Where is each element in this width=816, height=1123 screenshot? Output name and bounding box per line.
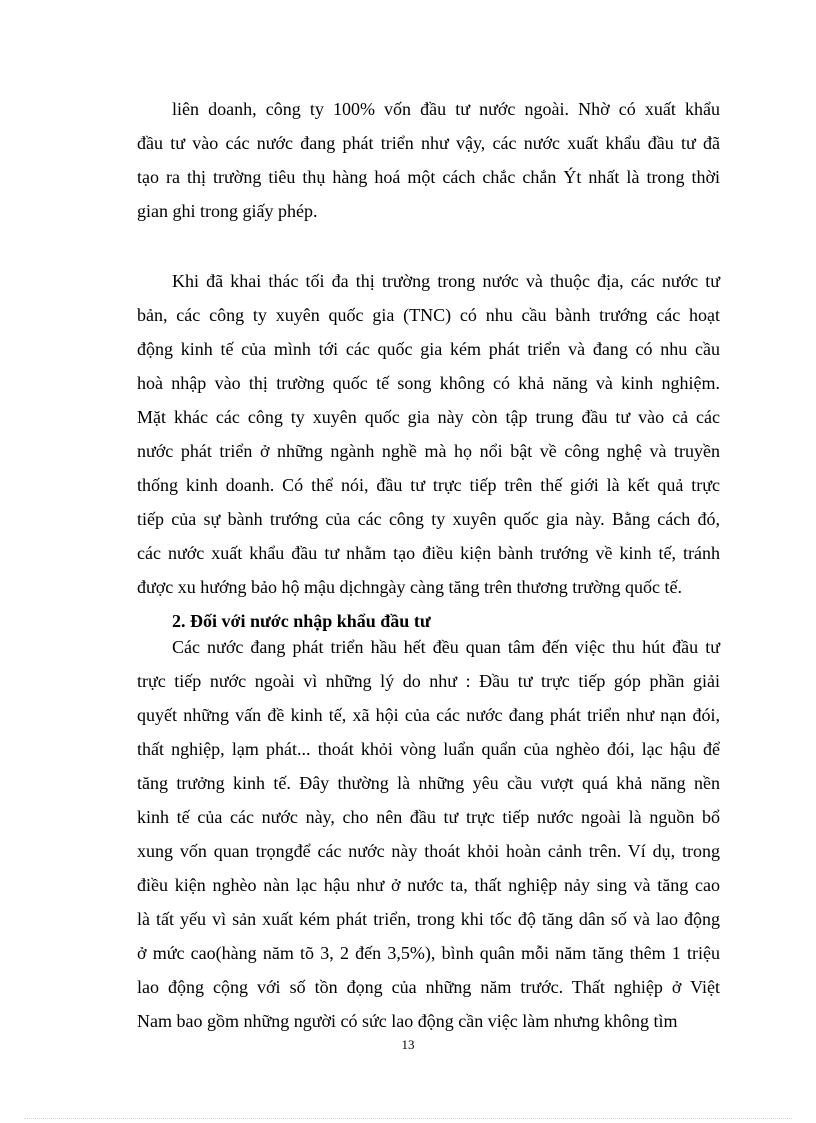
text-line: ở mức cao(hàng năm tõ 3, 2 đến 3,5%), bình quân mỗi năm tăng thêm 1 triệu — [137, 943, 720, 963]
text-line: được xu hướng bảo hộ mậu dịchngày càng tăng trên thương trường quốc tế. — [137, 577, 682, 597]
text-line: xung vốn quan trọngđể các nước này thoát khỏi hoàn cảnh trên. Ví dụ, trong — [137, 841, 720, 861]
text-line: động kinh tế của mình tới các quốc gia kém phát triển và đang có nhu cầu — [137, 339, 720, 359]
text-line: lao động cộng với số tồn đọng của những năm trước. Thất nghiệp ở Việt — [137, 977, 720, 997]
text-line: trực tiếp nước ngoài vì những lý do như : Đầu tư trực tiếp góp phần giải — [137, 671, 720, 691]
text-line: là tất yếu vì sản xuất kém phát triển, trong khi tốc độ tăng dân số và lao động — [137, 909, 720, 929]
text-line: thất nghiệp, lạm phát... thoát khỏi vòng luẩn quẩn của nghèo đói, lạc hậu để — [137, 739, 720, 759]
page-number: 13 — [401, 1037, 415, 1052]
text-line: quyết những vấn đề kinh tế, xã hội của các nước đang phát triển như nạn đói, — [137, 705, 720, 725]
text-line: Nam bao gồm những người có sức lao động cần việc làm nhưng không tìm — [137, 1011, 678, 1031]
page-bottom-border — [24, 1118, 792, 1119]
text-line: liên doanh, công ty 100% vốn đầu tư nước ngoài. Nhờ có xuất khẩu — [172, 99, 720, 119]
text-line: thống kinh doanh. Có thể nói, đầu tư trực tiếp trên thế giới là kết quả trực — [137, 475, 720, 495]
text-line: đầu tư vào các nước đang phát triển như vậy, các nước xuất khẩu đầu tư đã — [137, 133, 720, 153]
text-line: hoà nhập vào thị trường quốc tế song không có khả năng và kinh nghiệm. — [137, 373, 720, 393]
section-heading: 2. Đối với nước nhập khẩu đầu tư — [172, 611, 431, 631]
text-line: kinh tế của các nước này, cho nên đầu tư trực tiếp nước ngoài là nguồn bổ — [137, 807, 720, 827]
text-line: gian ghi trong giấy phép. — [137, 201, 318, 221]
text-line: các nước xuất khẩu đầu tư nhằm tạo điều kiện bành trướng về kinh tế, tránh — [137, 543, 720, 563]
text-line: tiếp của sự bành trướng của các công ty xuyên quốc gia này. Bằng cách đó, — [137, 509, 720, 529]
text-line: Khi đã khai thác tối đa thị trường trong nước và thuộc địa, các nước tư — [172, 271, 720, 291]
text-line: tạo ra thị trường tiêu thụ hàng hoá một cách chắc chắn Ýt nhất là trong thời — [137, 167, 720, 187]
text-line: Mặt khác các công ty xuyên quốc gia này còn tập trung đầu tư vào cả các — [137, 407, 720, 427]
text-line: bản, các công ty xuyên quốc gia (TNC) có nhu cầu bành trướng các hoạt — [137, 305, 720, 325]
text-line: điều kiện nghèo nàn lạc hậu như ở nước ta, thất nghiệp nảy sing và tăng cao — [137, 875, 720, 895]
text-line: tăng trưởng kinh tế. Đây thường là những yêu cầu vượt quá khả năng nền — [137, 773, 720, 793]
text-line: nước phát triển ở những ngành nghề mà họ nổi bật về công nghệ và truyền — [137, 441, 720, 461]
text-line: Các nước đang phát triển hầu hết đều quan tâm đến việc thu hút đầu tư — [172, 637, 720, 657]
